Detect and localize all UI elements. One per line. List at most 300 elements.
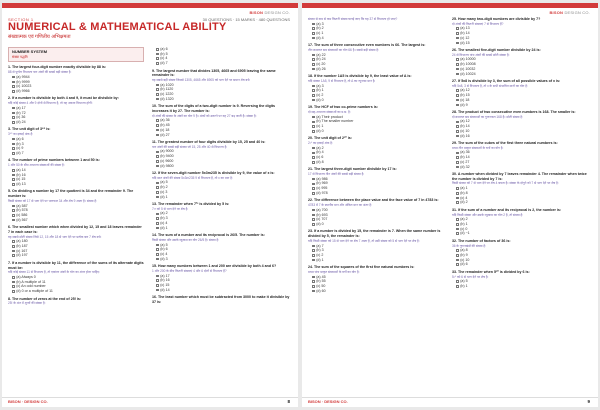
checkbox-icon[interactable] (156, 253, 159, 256)
option-label: (a) 13 (460, 26, 470, 31)
option-label: (b) 693 (316, 212, 328, 217)
question-text: 16. The least number which must be subtracted from 3000 to make it divisible by 37 is: (152, 295, 290, 304)
option-label: (d) 567 (16, 217, 28, 222)
question-text: 15. How many numbers between 1 and 200 are divisible by both 4 and 6? (152, 264, 277, 269)
answer-option[interactable] (8, 151, 144, 156)
question-item (308, 265, 444, 293)
checkbox-icon[interactable] (456, 192, 459, 195)
option-label: (d) 26 (316, 66, 326, 71)
question-text: 32. The number of factors of 36 is: (452, 238, 511, 243)
checkbox-icon[interactable] (312, 178, 315, 181)
checkbox-icon[interactable] (312, 276, 315, 279)
question-text: 3. The unit digit of 3⁶⁵ is: (8, 127, 51, 132)
option-label: (b) 3 (16, 141, 24, 146)
checkbox-icon[interactable] (12, 254, 15, 257)
checkbox-icon[interactable] (312, 99, 315, 102)
checkbox-icon[interactable] (12, 174, 15, 177)
checkbox-icon[interactable] (456, 68, 459, 71)
answer-option[interactable] (308, 258, 444, 263)
question-text-hindi: 25! के अंत में शून्यों की संख्या है: (8, 301, 46, 306)
question-item (152, 104, 290, 137)
option-label: (d) 8 (316, 159, 324, 164)
checkbox-icon[interactable] (12, 143, 15, 146)
checkbox-icon[interactable] (456, 197, 459, 200)
option-label: (d) 16 (460, 133, 470, 138)
option-label: (d) 10024 (460, 71, 476, 76)
checkbox-icon[interactable] (156, 279, 159, 282)
question-text-hindi: किसी संख्या को 17 से भाग देने पर भागफल 34 और शेष 9 आता है। संख्या है: (8, 198, 97, 203)
checkbox-icon[interactable] (156, 134, 159, 137)
question-text: 18. If the number 1A5 is divisible by 9, the least value of A is: (308, 74, 412, 79)
question-text-hindi: 1 और 200 के बीच कितनी संख्याएं 4 और 6 दोनों से विभाज्य हैं? (152, 268, 227, 273)
option-label: (a) 5 (160, 242, 168, 247)
question-list (308, 17, 444, 293)
checkbox-icon[interactable] (12, 121, 15, 124)
checkbox-icon[interactable] (156, 227, 159, 230)
question-text-hindi: 7²³ को 5 से भाग देने पर शेष है: (152, 206, 189, 211)
option-label: (b) 1120 (160, 87, 174, 92)
checkbox-icon[interactable] (12, 183, 15, 186)
checkbox-icon[interactable] (456, 263, 459, 266)
checkbox-icon[interactable] (12, 152, 15, 155)
checkbox-icon[interactable] (456, 99, 459, 102)
option-label: (d) 3 (160, 256, 168, 261)
answer-option[interactable] (452, 103, 590, 108)
checkbox-icon[interactable] (12, 85, 15, 88)
question-item (8, 127, 144, 155)
answer-option[interactable] (8, 218, 144, 223)
answer-option[interactable] (152, 226, 290, 231)
answer-option[interactable] (308, 36, 444, 41)
checkbox-icon[interactable] (156, 196, 159, 199)
question-item (308, 229, 444, 262)
question-text-hindi: 4783 में 7 के स्थानीय मान और अंकित मान का अंतर है: (308, 203, 372, 208)
question-text-hindi: 3⁶⁵ का इकाई अंक है: (8, 132, 34, 137)
option-label: (b) 2 (316, 26, 324, 31)
question-text-hindi: संख्या से कम से कम कितनी संख्या घटाई जाए कि यह 37 से विभाज्य हो जाए? (308, 17, 398, 21)
checkbox-icon[interactable] (312, 192, 315, 195)
question-text: 1. The largest four-digit number exactly divisible by 88 is: (8, 65, 107, 70)
checkbox-icon[interactable] (312, 161, 315, 164)
answer-option[interactable] (452, 231, 590, 236)
checkbox-icon[interactable] (456, 73, 459, 76)
checkbox-icon[interactable] (12, 138, 15, 141)
checkbox-icon[interactable] (312, 209, 315, 212)
checkbox-icon[interactable] (12, 178, 15, 181)
option-label: (a) 36 (460, 150, 470, 155)
question-text-hindi: यदि कोई संख्या 11 से विभाज्य है, तो एकांतर अंकों के योग का अंतर होना चाहिए: (8, 270, 100, 275)
checkbox-icon[interactable] (456, 249, 459, 252)
answer-option[interactable] (152, 97, 290, 102)
brand-sub: DESIGN CO. (264, 10, 290, 15)
option-label: (a) 587 (16, 203, 28, 208)
question-item (8, 297, 144, 306)
answer-option[interactable] (452, 262, 590, 267)
checkbox-icon[interactable] (456, 280, 459, 283)
checkbox-icon[interactable] (312, 121, 315, 124)
checkbox-icon[interactable] (312, 245, 315, 248)
option-label: (c) 9 (16, 146, 24, 151)
answer-option[interactable] (308, 160, 444, 165)
question-text-hindi: दो क्रमागत सम संख्याओं का गुणनफल 168 है। छोटी संख्या है: (452, 114, 523, 119)
option-label: (a) 9944 (16, 74, 30, 79)
checkbox-icon[interactable] (156, 119, 159, 122)
checkbox-icon[interactable] (156, 84, 159, 87)
question-item (308, 74, 444, 102)
option-label: (c) 9600 (160, 158, 174, 163)
question-text-hindi: यदि किसी संख्या और उसके व्युत्क्रम का योग 2 है, तो संख्या है: (452, 212, 524, 217)
answer-option[interactable] (452, 284, 590, 289)
checkbox-icon[interactable] (12, 250, 15, 253)
answer-option[interactable] (8, 253, 144, 258)
question-item (152, 233, 290, 261)
checkbox-icon[interactable] (456, 104, 459, 107)
option-label: (a) 2 (160, 211, 168, 216)
checkbox-icon[interactable] (312, 285, 315, 288)
checkbox-icon[interactable] (156, 57, 159, 60)
checkbox-icon[interactable] (156, 213, 159, 216)
question-item (8, 65, 144, 93)
option-label: (a) 700 (316, 207, 328, 212)
checkbox-icon[interactable] (456, 218, 459, 221)
checkbox-icon[interactable] (12, 245, 15, 248)
left-page (2, 3, 298, 407)
option-label: (d) 4 (316, 35, 324, 40)
option-label: (b) 9 (460, 252, 468, 257)
option-label: (d) 14 (160, 287, 170, 292)
checkbox-icon[interactable] (156, 88, 159, 91)
footer-text: BISON · DESIGN CO. (308, 399, 348, 404)
option-label: (b) 14 (460, 31, 470, 36)
footer-brand (8, 399, 48, 404)
checkbox-icon[interactable] (156, 155, 159, 158)
question-item (152, 140, 290, 168)
question-item (452, 141, 590, 169)
checkbox-icon[interactable] (12, 281, 15, 284)
option-label: (a) 8 (460, 248, 468, 253)
checkbox-icon[interactable] (312, 183, 315, 186)
answer-option[interactable] (308, 191, 444, 196)
checkbox-icon[interactable] (456, 156, 459, 159)
checkbox-icon[interactable] (456, 63, 459, 66)
option-label: (b) 1 (460, 221, 468, 226)
checkbox-icon[interactable] (312, 280, 315, 283)
checkbox-icon[interactable] (456, 223, 459, 226)
checkbox-icon[interactable] (456, 254, 459, 257)
checkbox-icon[interactable] (12, 214, 15, 217)
question-text: 28. The product of two consecutive even numbers is 168. The smaller is: (452, 110, 576, 115)
question-text-hindi: वह सबसे बड़ी संख्या जिससे 1305, 4665 और 6905 को भाग देने पर समान शेष बचे: (152, 78, 251, 83)
question-list (452, 17, 590, 289)
option-label: (b) 969 (316, 181, 328, 186)
answer-option[interactable] (152, 288, 290, 293)
checkbox-icon[interactable] (12, 116, 15, 119)
answer-option[interactable] (308, 129, 444, 134)
checkbox-icon[interactable] (156, 289, 159, 292)
checkbox-icon[interactable] (312, 68, 315, 71)
option-label: (a) 6 (160, 47, 168, 51)
checkbox-icon[interactable] (156, 186, 159, 189)
question-item (152, 264, 290, 292)
checkbox-icon[interactable] (156, 129, 159, 132)
answer-option[interactable] (452, 134, 590, 139)
checkbox-icon[interactable] (156, 124, 159, 127)
checkbox-icon[interactable] (456, 37, 459, 40)
option-label: (c) 707 (316, 217, 328, 222)
option-label: (b) 3 (160, 216, 168, 221)
checkbox-icon[interactable] (12, 90, 15, 93)
question-item (452, 79, 590, 107)
option-label: (c) 12 (460, 35, 470, 40)
checkbox-icon[interactable] (156, 160, 159, 163)
checkbox-icon[interactable] (456, 94, 459, 97)
option-label: (d) 2 (460, 200, 468, 205)
checkbox-icon[interactable] (312, 23, 315, 26)
checkbox-icon[interactable] (156, 222, 159, 225)
checkbox-icon[interactable] (456, 130, 459, 133)
question-list (8, 65, 144, 306)
footer-brand (308, 399, 348, 404)
question-item (152, 69, 290, 102)
option-label: (c) 20 (316, 62, 326, 67)
answer-option[interactable] (8, 289, 144, 294)
checkbox-icon[interactable] (156, 248, 159, 251)
question-text-hindi: किसी संख्या को 7 से भाग देने पर शेष 4 बचता है। संख्या के दोगुने को 7 से भाग देने पर शेष है: (452, 181, 559, 186)
checkbox-icon[interactable] (156, 275, 159, 278)
right-column-2 (452, 17, 590, 291)
option-label: (d) 7 (16, 150, 24, 155)
option-label: (c) 36 (16, 115, 26, 120)
option-label: (a) 10000 (460, 57, 476, 62)
checkbox-icon[interactable] (156, 244, 159, 247)
checkbox-icon[interactable] (456, 161, 459, 164)
question-item (8, 189, 144, 222)
checkbox-icon[interactable] (12, 147, 15, 150)
option-label: (d) 60 (316, 288, 326, 293)
checkbox-icon[interactable] (456, 201, 459, 204)
checkbox-icon[interactable] (312, 27, 315, 30)
option-label: (d) 24 (16, 119, 26, 124)
chapter-title: NUMERICAL & MATHEMATICAL ABILITY (8, 21, 227, 33)
question-text-hindi: यदि 5x8, 3 से विभाज्य है, तो x के सभी संभावित मानों का योग है: (452, 83, 528, 88)
answer-option[interactable] (152, 61, 290, 66)
checkbox-icon[interactable] (456, 58, 459, 61)
checkbox-icon[interactable] (12, 81, 15, 84)
checkbox-icon[interactable] (156, 182, 159, 185)
option-label: (a) 1020 (160, 82, 174, 87)
question-text-hindi: वह सबसे छोटी संख्या जिसे 12, 15 और 18 से भाग देने पर प्रत्येक बार 7 शेष बचे: (8, 234, 102, 239)
answer-option[interactable] (152, 257, 290, 262)
topic-name: NUMBER SYSTEM (12, 49, 48, 54)
answer-option[interactable] (8, 120, 144, 125)
question-text-hindi: चार अंकों की सबसे बड़ी संख्या जो 15, 25 और 40 से विभाज्य है: (152, 144, 228, 149)
checkbox-icon[interactable] (312, 37, 315, 40)
option-label: (d) 32 (460, 164, 470, 169)
option-label: (a) Always 0 (16, 275, 36, 280)
option-label: (d) 0 (316, 221, 324, 226)
question-item (8, 158, 144, 186)
option-label: (c) 4 (160, 56, 168, 61)
option-label: (c) 995 (316, 186, 328, 191)
option-label: (b) 8 (460, 190, 468, 195)
checkbox-icon[interactable] (312, 125, 315, 128)
answer-option[interactable] (308, 98, 444, 103)
checkbox-icon[interactable] (12, 276, 15, 279)
checkbox-icon[interactable] (312, 58, 315, 61)
question-item (152, 202, 290, 230)
question-meta: 30 QUESTIONS · 15 MARKS · 480 QUESTIONS (202, 17, 290, 22)
answer-option[interactable] (308, 67, 444, 72)
question-text-hindi: 2¹⁰ का इकाई अंक है: (308, 141, 333, 146)
option-label: (a) 45 (316, 274, 326, 279)
footer-rule (2, 397, 298, 398)
question-item (8, 225, 144, 258)
checkbox-icon[interactable] (312, 214, 315, 217)
checkbox-icon[interactable] (312, 254, 315, 257)
option-label: (b) 24 (316, 57, 326, 62)
checkbox-icon[interactable] (312, 32, 315, 35)
checkbox-icon[interactable] (156, 165, 159, 168)
option-label: (c) 1220 (160, 92, 174, 97)
page-number: 8 (287, 399, 290, 404)
answer-option[interactable] (8, 89, 144, 94)
checkbox-icon[interactable] (312, 156, 315, 159)
question-text-hindi: यदि संख्या 1A5, 9 से विभाज्य है, तो A का न्यूनतम मान है: (308, 79, 376, 84)
question-text: 9. The largest number that divides 1305, 4665 and 6905 leaving the same remainder is: (152, 68, 276, 78)
checkbox-icon[interactable] (12, 219, 15, 222)
checkbox-icon[interactable] (156, 93, 159, 96)
checkbox-icon[interactable] (456, 228, 459, 231)
checkbox-icon[interactable] (312, 218, 315, 221)
question-text: 17. The sum of three consecutive even numbers is 66. The largest is: (308, 43, 426, 48)
checkbox-icon[interactable] (156, 53, 159, 56)
checkbox-icon[interactable] (456, 285, 459, 288)
checkbox-icon[interactable] (312, 116, 315, 119)
option-label: (c) 1 (316, 124, 324, 129)
checkbox-icon[interactable] (12, 205, 15, 208)
checkbox-icon[interactable] (312, 147, 315, 150)
answer-option[interactable] (452, 41, 590, 46)
checkbox-icon[interactable] (456, 125, 459, 128)
checkbox-icon[interactable] (156, 62, 159, 65)
option-label: (a) 22 (316, 52, 326, 57)
checkbox-icon[interactable] (12, 107, 15, 110)
option-label: (d) 1 (316, 257, 324, 262)
question-text-hindi: 5¹⁰ को 6 से भाग देने पर शेष है: (452, 274, 489, 279)
option-label: (b) 1 (460, 283, 468, 288)
checkbox-icon[interactable] (156, 98, 159, 101)
checkbox-icon[interactable] (456, 42, 459, 45)
question-item (452, 110, 590, 138)
checkbox-icon[interactable] (456, 152, 459, 155)
option-label: (d) −1 (460, 231, 470, 236)
checkbox-icon[interactable] (456, 187, 459, 190)
checkbox-icon[interactable] (156, 284, 159, 287)
checkbox-icon[interactable] (312, 152, 315, 155)
checkbox-icon[interactable] (456, 32, 459, 35)
checkbox-icon[interactable] (156, 191, 159, 194)
checkbox-icon[interactable] (312, 85, 315, 88)
option-label: (b) 187 (16, 244, 28, 248)
checkbox-icon[interactable] (312, 290, 315, 293)
checkbox-icon[interactable] (312, 223, 315, 226)
checkbox-icon[interactable] (156, 151, 159, 154)
option-label: (b) 15 (460, 93, 470, 98)
question-item (452, 172, 590, 205)
option-label: (c) 4 (460, 195, 468, 200)
checkbox-icon[interactable] (312, 94, 315, 97)
answer-option[interactable] (152, 164, 290, 169)
answer-option[interactable] (8, 182, 144, 187)
question-text: 10. The sum of the digits of a two-digit number is 9. Reversing the digits increases it by 27. The number is: (152, 104, 275, 114)
option-label: (a) 17 (16, 105, 26, 110)
checkbox-icon[interactable] (312, 54, 315, 57)
checkbox-icon[interactable] (12, 112, 15, 115)
checkbox-icon[interactable] (456, 89, 459, 92)
option-label: (c) 10023 (16, 84, 32, 89)
answer-option[interactable] (452, 165, 590, 170)
checkbox-icon[interactable] (456, 259, 459, 262)
answer-option[interactable] (152, 133, 290, 138)
option-label: (b) 6 (160, 247, 168, 252)
option-label: (d) 0 (316, 97, 324, 102)
checkbox-icon[interactable] (312, 259, 315, 262)
option-label: (b) A multiple of 11 (16, 279, 46, 284)
option-label: (d) 6 (460, 262, 468, 267)
checkbox-icon[interactable] (312, 130, 315, 133)
option-label: (c) 4 (160, 251, 168, 256)
checkbox-icon[interactable] (156, 217, 159, 220)
checkbox-icon[interactable] (312, 89, 315, 92)
checkbox-icon[interactable] (12, 209, 15, 212)
checkbox-icon[interactable] (12, 76, 15, 79)
option-label: (b) 2 (160, 185, 168, 190)
answer-option[interactable] (308, 222, 444, 227)
checkbox-icon[interactable] (312, 249, 315, 252)
question-text-hindi: प्रथम पांच प्राकृत संख्याओं के वर्गों का योग है: (308, 269, 360, 274)
question-text-hindi: यदि किसी संख्या को 15 से भाग देने पर शेष 7 आता है, तो उसी संख्या को 5 से भाग देने पर शेष है: (308, 238, 420, 243)
checkbox-icon[interactable] (312, 63, 315, 66)
answer-option[interactable] (452, 72, 590, 77)
answer-option[interactable] (152, 195, 290, 200)
option-label: (c) An odd number (16, 284, 46, 289)
question-text-hindi: 24 से विभाज्य पांच अंकों की सबसे छोटी संख्या है: (452, 52, 510, 57)
checkbox-icon[interactable] (312, 187, 315, 190)
question-text: 25. How many two-digit numbers are divisible by 7? (452, 17, 541, 21)
question-text: 4. The number of prime numbers between 1 and 50 is: (8, 158, 100, 163)
checkbox-icon[interactable] (12, 169, 15, 172)
checkbox-icon[interactable] (12, 240, 15, 243)
section-label: SECTION 1 (8, 17, 34, 22)
checkbox-icon[interactable] (456, 135, 459, 138)
question-item (8, 96, 144, 124)
checkbox-icon[interactable] (12, 285, 15, 288)
option-label: (c) 10032 (460, 66, 476, 71)
checkbox-icon[interactable] (156, 48, 159, 51)
option-label: (c) 15 (160, 282, 170, 287)
option-label: (d) 27 (160, 132, 170, 137)
checkbox-icon[interactable] (456, 232, 459, 235)
answer-option[interactable] (452, 200, 590, 205)
checkbox-icon[interactable] (456, 166, 459, 169)
answer-option[interactable] (308, 289, 444, 294)
question-text-hindi: 17 से विभाज्य तीन अंकों की सबसे बड़ी संख्या है: (308, 172, 365, 177)
checkbox-icon[interactable] (456, 27, 459, 30)
checkbox-icon[interactable] (456, 121, 459, 124)
checkbox-icon[interactable] (12, 290, 15, 293)
checkbox-icon[interactable] (156, 258, 159, 261)
question-text: 7. If a number is divisible by 11, the difference of the sums of its alternate digits must be: (8, 260, 144, 270)
